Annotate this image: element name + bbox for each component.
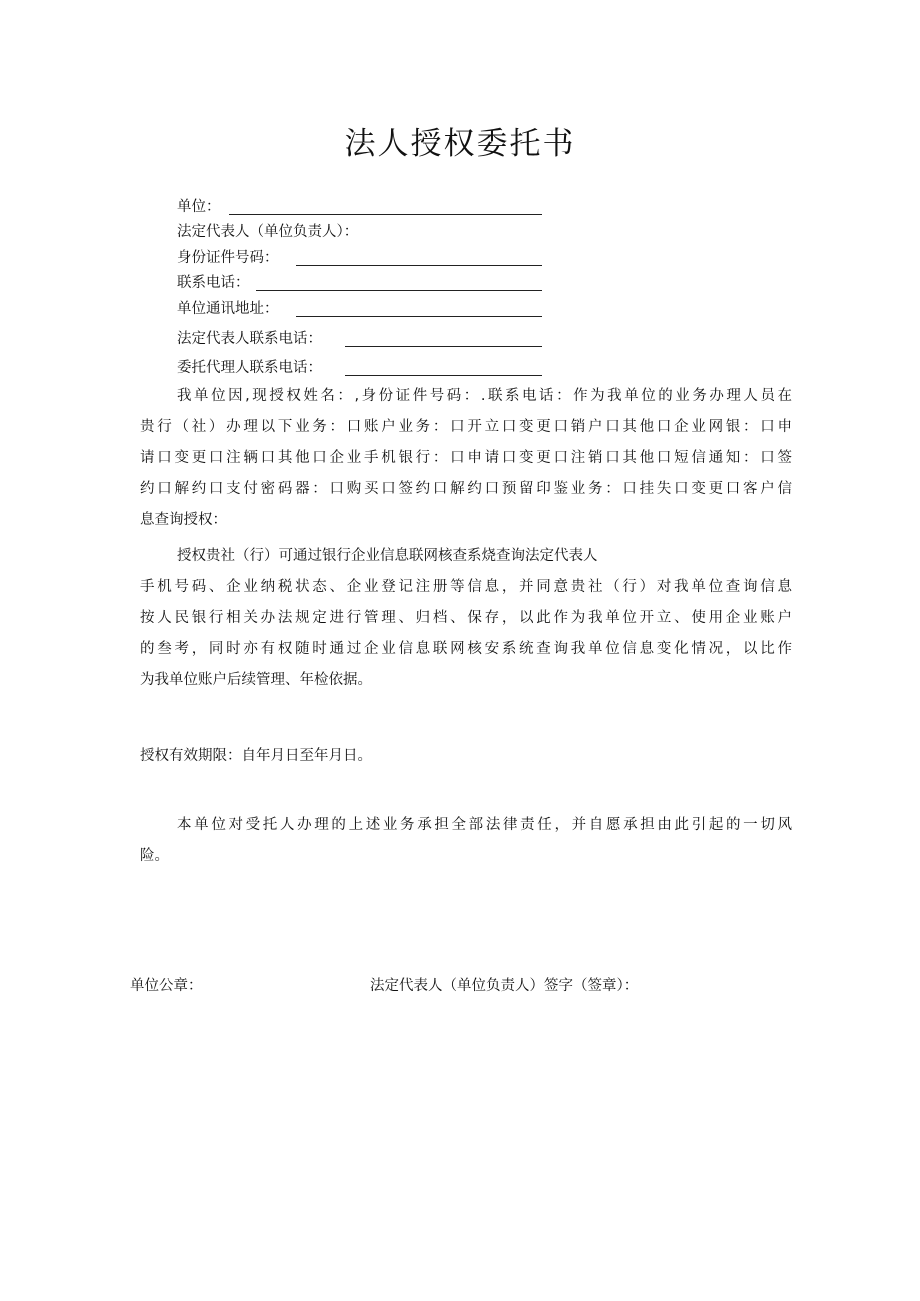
- field-legal-representative: [177, 220, 358, 244]
- validity-period: [140, 741, 792, 772]
- paragraph-line: 手机号码、企业纳税状态、企业登记注册等信息，并同意贵社（行）对我单位查询信息: [140, 579, 792, 595]
- paragraph-line: 险。: [140, 848, 169, 864]
- field-id-number-label: 身份证件号码：: [177, 250, 279, 266]
- field-agent-phone: [177, 356, 322, 380]
- field-unit-underline: [229, 214, 542, 215]
- field-phone-label: 联系电话：: [177, 275, 250, 291]
- paragraph-line: 为我单位账户后续管理、年检依据。: [140, 672, 372, 688]
- liability-paragraph: [140, 810, 792, 872]
- paragraph-line: 约口解约口支付密码器：口购买口签约口解约口预留印鉴业务：口挂失口变更口客户信: [140, 481, 792, 497]
- field-legal-representative-label: 法定代表人（单位负责人）：: [177, 224, 359, 240]
- field-address-label: 单位通讯地址：: [177, 301, 279, 317]
- paragraph-line: 请口变更口注辆口其他口企业手机银行：口申请口变更口注销口其他口短信通知：口签: [140, 450, 792, 466]
- field-phone: [177, 271, 250, 295]
- field-representative-phone-label: 法定代表人联系电话：: [177, 331, 322, 347]
- field-id-number: [177, 246, 279, 270]
- inquiry-paragraph: [140, 541, 792, 696]
- paragraph-line: 息查询授权：: [140, 512, 227, 528]
- company-seal-label: 单位公章：: [130, 978, 203, 994]
- paragraph-line: 我单位因,现授权姓名：,身份证件号码：.联系电话：作为我单位的业务办理人员在: [177, 388, 792, 404]
- field-agent-phone-underline: [345, 375, 542, 376]
- paragraph-line: 的叁考，同时亦有权随时通过企业信息联网核安系统查询我单位信息变化情况，以比作: [140, 641, 792, 657]
- paragraph-line: 贵行（社）办理以下业务：口账户业务：口开立口变更口销户口其他口企业网银：口申: [140, 419, 792, 435]
- paragraph-line: 按人民银行相关办法规定进行管理、归档、保存，以此作为我单位开立、使用企业账户: [140, 610, 792, 626]
- field-representative-phone: [177, 327, 322, 351]
- field-address-underline: [296, 316, 542, 317]
- field-agent-phone-label: 委托代理人联系电话：: [177, 360, 322, 376]
- field-representative-phone-underline: [345, 346, 542, 347]
- field-id-number-underline: [296, 265, 542, 266]
- paragraph-line: 本单位对受托人办理的上述业务承担全部法律责任，并自愿承担由此引起的一切风: [177, 817, 792, 833]
- field-unit: [177, 195, 221, 219]
- representative-signature-label: 法定代表人（单位负责人）签字（签章）：: [370, 978, 639, 994]
- field-unit-label: 单位：: [177, 199, 221, 215]
- document-title: 法人授权委托书: [344, 126, 576, 162]
- validity-text: 授权有效期限：自年月日至年月日。: [140, 748, 372, 764]
- field-address: [177, 297, 279, 321]
- field-phone-underline: [256, 290, 542, 291]
- paragraph-line: 授权贵社（行）可通过银行企业信息联网核查系烧查询法定代表人: [177, 548, 598, 564]
- authorization-paragraph: [140, 381, 792, 536]
